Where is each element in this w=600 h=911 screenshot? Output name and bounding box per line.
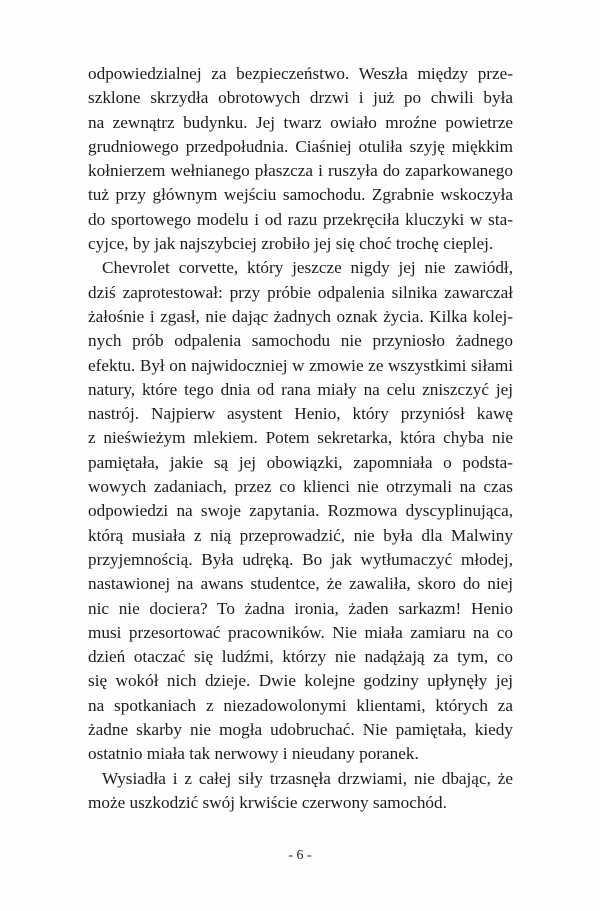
text-line: grudniowego przedpołudnia. Ciaśniej otuliła szyję miękkim bbox=[88, 136, 513, 156]
text-line: musi przesortować pracowników. Nie miała zamiaru na co bbox=[88, 622, 513, 642]
text-line: pamiętała, jakie są jej obowiązki, zapomniała o podsta- bbox=[88, 452, 513, 472]
text-line: dziś zaprotestował: przy próbie odpalenia silnika zawarczał bbox=[88, 282, 513, 302]
text-line: nych prób odpalenia samochodu nie przyniosło żadnego bbox=[88, 331, 513, 351]
paragraph bbox=[88, 256, 513, 766]
paragraph bbox=[88, 62, 513, 256]
text-line: nastawionej na awans studentce, że zawaliła, skoro do niej bbox=[88, 574, 513, 594]
text-line: cyjce, by jak najszybciej zrobiło jej się choć trochę cieplej. bbox=[88, 234, 494, 254]
text-line: Wysiadła i z całej siły trzasnęła drzwiami, nie dbając, że bbox=[102, 768, 513, 788]
paragraph bbox=[88, 767, 513, 816]
text-line: żadne skarby nie mogła udobruchać. Nie pamiętała, kiedy bbox=[88, 720, 513, 740]
text-line: wowych zadaniach, przez co klienci nie otrzymali na czas bbox=[88, 477, 513, 497]
text-line: nastrój. Najpierw asystent Henio, który przyniósł kawę bbox=[88, 404, 513, 424]
text-line: na spotkaniach z niezadowolonymi klientami, których za bbox=[88, 695, 513, 715]
text-line: się wokół nich dzieje. Dwie kolejne godziny upłynęły jej bbox=[88, 671, 513, 691]
text-line: przyjemnością. Była udręką. Bo jak wytłumaczyć młodej, bbox=[88, 549, 513, 569]
text-line: tuż przy głównym wejściu samochodu. Zgrabnie wskoczyła bbox=[88, 185, 513, 205]
text-line: którą musiała z nią przeprowadzić, nie była dla Malwiny bbox=[88, 525, 513, 545]
text-line: Chevrolet corvette, który jeszcze nigdy jej nie zawiódł, bbox=[102, 258, 513, 278]
page-number: - 6 - bbox=[288, 848, 312, 863]
text-line: z nieświeżym mlekiem. Potem sekretarka, która chyba nie bbox=[88, 428, 513, 448]
body-text bbox=[88, 62, 513, 815]
text-line: odpowiedzialnej za bezpieczeństwo. Weszła między prze- bbox=[88, 64, 513, 83]
text-line: kołnierzem wełnianego płaszcza i ruszyła do zaparkowanego bbox=[88, 161, 513, 181]
text-line: natury, które tego dnia od rana miały na celu zniszczyć jej bbox=[88, 379, 513, 399]
text-line: ostatnio miała tak nerwowy i nieudany poranek. bbox=[88, 744, 419, 764]
text-line: na zewnątrz budynku. Jej twarz owiało mroźne powietrze bbox=[88, 112, 513, 132]
text-line: dzień otaczać się ludźmi, którzy nie nadążają za tym, co bbox=[88, 647, 513, 667]
text-line: szklone skrzydła obrotowych drzwi i już po chwili była bbox=[88, 88, 513, 108]
text-line: efektu. Był on najwidoczniej w zmowie ze wszystkimi siłami bbox=[88, 355, 513, 375]
text-line: może uszkodzić swój krwiście czerwony samochód. bbox=[88, 792, 447, 812]
text-line: do sportowego modelu i od razu przekręciła kluczyki w sta- bbox=[88, 209, 513, 229]
text-line: żałośnie i zgasł, nie dając żadnych oznak życia. Kilka kolej- bbox=[88, 306, 513, 326]
text-line: odpowiedzi na swoje zapytania. Rozmowa dyscyplinująca, bbox=[88, 501, 513, 521]
text-line: nic nie dociera? To żadna ironia, żaden sarkazm! Henio bbox=[88, 598, 513, 618]
